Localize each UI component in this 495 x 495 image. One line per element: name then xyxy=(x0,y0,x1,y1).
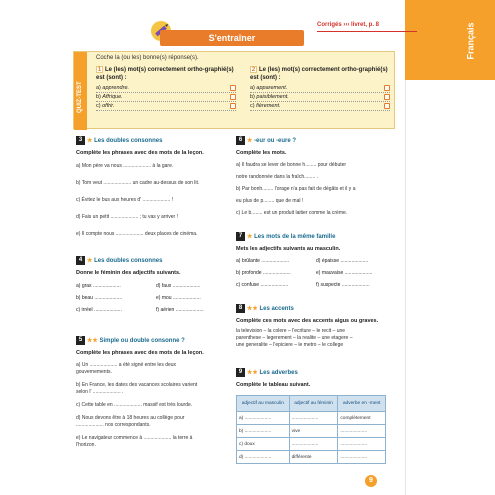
table-cell[interactable]: .................... xyxy=(289,438,338,451)
exercise-title-text: Les mots de la même famille xyxy=(254,234,336,241)
exercise-line: gouvernements. xyxy=(76,369,112,376)
quiz-option[interactable] xyxy=(250,84,390,93)
option-text: apprendre. xyxy=(102,85,130,91)
answer-item[interactable]: c) irréel .................... xyxy=(76,307,122,314)
page-number: 9 xyxy=(365,475,377,487)
exercise-line[interactable]: a) Un .................... a été signé entre les deux xyxy=(76,362,177,369)
quiz-question-number: 1 xyxy=(97,67,102,73)
exercise-title-text: Les adverbes xyxy=(259,370,298,377)
option-letter: c) xyxy=(250,103,255,109)
table-row xyxy=(237,438,386,451)
answer-item[interactable]: d) faux .................... xyxy=(156,283,201,290)
option-letter: b) xyxy=(250,94,255,100)
checkbox[interactable] xyxy=(384,103,390,109)
exercise-3 xyxy=(76,136,226,238)
side-tab-label: Français xyxy=(465,22,476,60)
banner-title: S'entraîner xyxy=(208,33,256,43)
exercise-instruction: Donne le féminin des adjectifs suivants. xyxy=(76,270,181,277)
table-cell: vive xyxy=(289,425,338,438)
table-cell[interactable]: .................... xyxy=(338,451,386,464)
quiz-question-1 xyxy=(96,66,236,111)
star-icon: ★ xyxy=(87,138,93,145)
exercise-line[interactable]: c) Évitez le bus aux heures d' .................... ! xyxy=(76,197,174,204)
option-text: apparement. xyxy=(256,85,288,91)
exercise-title xyxy=(76,136,226,146)
exercise-9 xyxy=(236,368,386,464)
adverb-table xyxy=(236,395,386,464)
answer-item[interactable]: a) brûlante .................... xyxy=(236,258,290,265)
exercise-title-text: Les accents xyxy=(259,306,294,313)
exercise-title xyxy=(236,232,386,242)
table-cell: complètement xyxy=(338,412,386,425)
table-row xyxy=(237,425,386,438)
exercise-line[interactable]: b) Par bonh........ l'orage n'a pas fait de dégâts et il y a xyxy=(236,186,356,193)
table-cell: différente xyxy=(289,451,338,464)
exercise-line[interactable]: notre randonnée dans la fraîch........ . xyxy=(236,174,318,181)
star-icon: ★★ xyxy=(247,306,258,313)
exercise-line[interactable]: parenthese – legerement – la realite – une etagere – xyxy=(236,335,353,342)
checkbox[interactable] xyxy=(384,94,390,100)
exercise-title xyxy=(236,304,386,314)
quiz-option[interactable] xyxy=(96,102,236,111)
table-cell: c) doux xyxy=(237,438,290,451)
table-header-row xyxy=(237,396,386,412)
exercise-line: l'horizon. xyxy=(76,442,96,449)
answer-item[interactable]: f) aérien .................... xyxy=(156,307,204,314)
checkbox[interactable] xyxy=(384,85,390,91)
exercise-title xyxy=(76,256,226,266)
answer-grid xyxy=(236,257,386,289)
table-cell[interactable]: d) .................... xyxy=(237,451,290,464)
exercise-instruction: Complète les mots. xyxy=(236,150,287,157)
exercise-line[interactable]: eu plus de p........ que de mal ! xyxy=(236,198,304,205)
exercise-line[interactable]: e) Il compte nous .................... deux places de cinéma. xyxy=(76,231,198,238)
exercise-line[interactable]: c) Le b........ est un produit laitier comme la crème. xyxy=(236,210,348,217)
star-icon: ★ xyxy=(247,234,253,241)
option-letter: b) xyxy=(96,94,101,100)
checkbox[interactable] xyxy=(230,85,236,91)
star-icon: ★ xyxy=(87,258,93,265)
table-row xyxy=(237,412,386,425)
option-text: paisiblement. xyxy=(256,94,289,100)
side-tab-block xyxy=(405,0,495,80)
answer-item[interactable]: e) mou .................... xyxy=(156,295,201,302)
option-text: fièrement. xyxy=(256,103,281,109)
corriges-link[interactable]: Corrigés ››› livret, p. 8 xyxy=(317,22,380,28)
exercise-number: 9 xyxy=(236,368,245,377)
answer-item[interactable]: e) mauvaise .................... xyxy=(316,270,373,277)
side-tab xyxy=(405,0,495,495)
exercise-line: d) Nous devons être à 18 heures au collège pour xyxy=(76,415,185,422)
table-cell[interactable]: .................... xyxy=(289,412,338,425)
star-icon: ★★ xyxy=(87,338,98,345)
answer-item[interactable]: b) beau .................... xyxy=(76,295,123,302)
exercise-title xyxy=(236,368,386,378)
quiz-option[interactable] xyxy=(96,93,236,102)
exercise-5 xyxy=(76,336,226,449)
column-header: adverbe en -ment xyxy=(338,396,386,412)
quiz-side-label: QUIZ-TEST xyxy=(77,81,83,113)
checkbox[interactable] xyxy=(230,103,236,109)
exercise-line[interactable]: e) Le navigateur commence à .................... la terre à xyxy=(76,435,193,442)
column-header: adjectif au masculin xyxy=(237,396,290,412)
exercise-8 xyxy=(236,304,386,349)
exercise-line: b) En France, les dates des vacances scolaires varient xyxy=(76,382,198,389)
exercise-title-text: -eur ou -eure ? xyxy=(254,138,297,145)
exercise-title-text: Simple ou double consonne ? xyxy=(99,338,185,345)
quiz-question-number: 2 xyxy=(251,67,256,73)
exercise-line[interactable]: selon l' .................... . xyxy=(76,389,124,396)
exercise-6 xyxy=(236,136,386,217)
exercise-title xyxy=(236,136,386,146)
exercise-title-text: Les doubles consonnes xyxy=(94,138,163,145)
section-banner xyxy=(160,30,304,46)
option-text: Affrique. xyxy=(102,94,123,100)
quiz-box xyxy=(73,51,395,129)
exercise-instruction: Complète les phrases avec des mots de la leçon. xyxy=(76,350,204,357)
option-text: offrir. xyxy=(102,103,115,109)
exercise-line[interactable]: d) Fais un petit .................... ; tu vas y arriver ! xyxy=(76,214,178,221)
exercise-instruction: Mets les adjectifs suivants au masculin. xyxy=(236,246,341,253)
answer-grid xyxy=(76,282,226,314)
option-letter: c) xyxy=(96,103,101,109)
checkbox[interactable] xyxy=(230,94,236,100)
exercise-line[interactable]: b) Tom veut .................... un cadre au-dessus de son lit. xyxy=(76,180,200,187)
star-icon: ★ xyxy=(247,138,253,145)
answer-item[interactable]: c) confuse .................... xyxy=(236,282,289,289)
corriges-underline xyxy=(317,31,417,32)
quiz-question-text xyxy=(250,66,390,82)
exercise-title xyxy=(76,336,226,346)
quiz-option[interactable] xyxy=(250,93,390,102)
answer-item[interactable]: f) suspecte .................... xyxy=(316,282,370,289)
side-divider xyxy=(405,80,495,495)
quiz-option[interactable] xyxy=(250,102,390,111)
table-cell[interactable]: .................... xyxy=(338,425,386,438)
exercise-instruction: Complète le tableau suivant. xyxy=(236,382,311,389)
quiz-option[interactable] xyxy=(96,84,236,93)
exercise-number: 3 xyxy=(76,136,85,145)
exercise-line[interactable]: la television – la colere – l'ecriture – le recit – une xyxy=(236,328,346,335)
quiz-question-label: Le (les) mot(s) correctement ortho-graphié(s) est (sont) : xyxy=(250,67,388,81)
exercise-number: 5 xyxy=(76,336,85,345)
quiz-question-text xyxy=(96,66,236,82)
exercise-line[interactable]: c) Cette table en .................... massif est très lourde. xyxy=(76,402,193,409)
exercise-line[interactable]: .................... nos correspondants. xyxy=(76,422,151,429)
exercise-number: 7 xyxy=(236,232,245,241)
exercise-4 xyxy=(76,256,226,314)
star-icon: ★★ xyxy=(247,370,258,377)
exercise-number: 6 xyxy=(236,136,245,145)
exercise-line[interactable]: a) Mon père va nous .................... à la gare. xyxy=(76,163,174,170)
table-cell[interactable]: b) .................... xyxy=(237,425,290,438)
column-header: adjectif au féminin xyxy=(289,396,338,412)
table-cell[interactable]: .................... xyxy=(338,438,386,451)
exercise-number: 8 xyxy=(236,304,245,313)
answer-item[interactable]: a) gras .................... xyxy=(76,283,121,290)
exercise-title-text: Les doubles consonnes xyxy=(94,258,163,265)
table-row xyxy=(237,451,386,464)
answer-item[interactable]: d) épaisse .................... xyxy=(316,258,369,265)
exercise-line[interactable]: une generalite – l'epiciere – le metro – le college xyxy=(236,342,344,349)
exercise-7 xyxy=(236,232,386,289)
quiz-instruction: Coche la (ou les) bonne(s) réponse(s). xyxy=(96,55,199,61)
exercise-instruction: Complète ces mots avec des accents aigus ou graves. xyxy=(236,318,379,325)
answer-item[interactable]: b) profonde .................... xyxy=(236,270,291,277)
exercise-instruction: Complète les phrases avec des mots de la leçon. xyxy=(76,150,204,157)
table-cell[interactable]: a) .................... xyxy=(237,412,290,425)
option-letter: a) xyxy=(96,85,101,91)
exercise-number: 4 xyxy=(76,256,85,265)
quiz-question-label: Le (les) mot(s) correctement ortho-graphié(s) est (sont) : xyxy=(96,67,234,81)
quiz-question-2 xyxy=(250,66,390,111)
option-letter: a) xyxy=(250,85,255,91)
exercise-line[interactable]: a) Il faudra se lever de bonne h........ pour débuter xyxy=(236,162,347,169)
